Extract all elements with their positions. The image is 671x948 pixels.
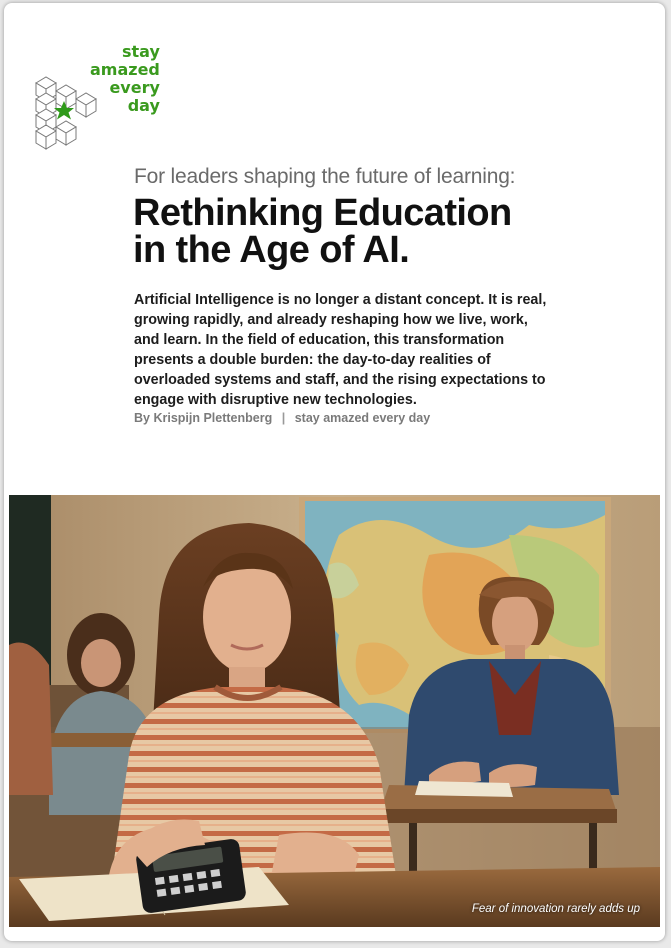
publication-name[interactable]: stay amazed every day <box>294 411 431 425</box>
classroom-photo <box>9 495 660 927</box>
byline <box>134 411 430 425</box>
brand-word-1: stay <box>121 42 160 61</box>
byline-separator: | <box>281 411 286 425</box>
brand-word-2: amazed <box>90 60 160 79</box>
article-intro: Artificial Intelligence is no longer a distant concept. It is real, growing rapidly, and already reshaping how we live, work, and learn. In the field of education, this transformation presents a double burden: the day-to-day realities of overloaded systems and staff, and the rising expectations to engage with disruptive new technologies. <box>134 292 547 408</box>
article-title <box>133 192 512 271</box>
title-line-2: in the Age of AI. <box>133 229 410 271</box>
brand-wordmark <box>90 43 160 115</box>
document-page <box>4 3 665 941</box>
photo-caption: Fear of innovation rarely adds up <box>471 903 640 915</box>
author-name[interactable]: By Krispijn Plettenberg <box>134 411 273 425</box>
classroom-illustration <box>9 495 660 927</box>
brand-word-3: every <box>109 78 160 97</box>
title-line-1: Rethinking Education <box>133 192 512 234</box>
article-kicker: For leaders shaping the future of learning: <box>134 165 516 188</box>
front-desk <box>9 867 660 927</box>
brand-word-4: day <box>127 96 160 115</box>
brand-logo[interactable] <box>34 42 160 153</box>
